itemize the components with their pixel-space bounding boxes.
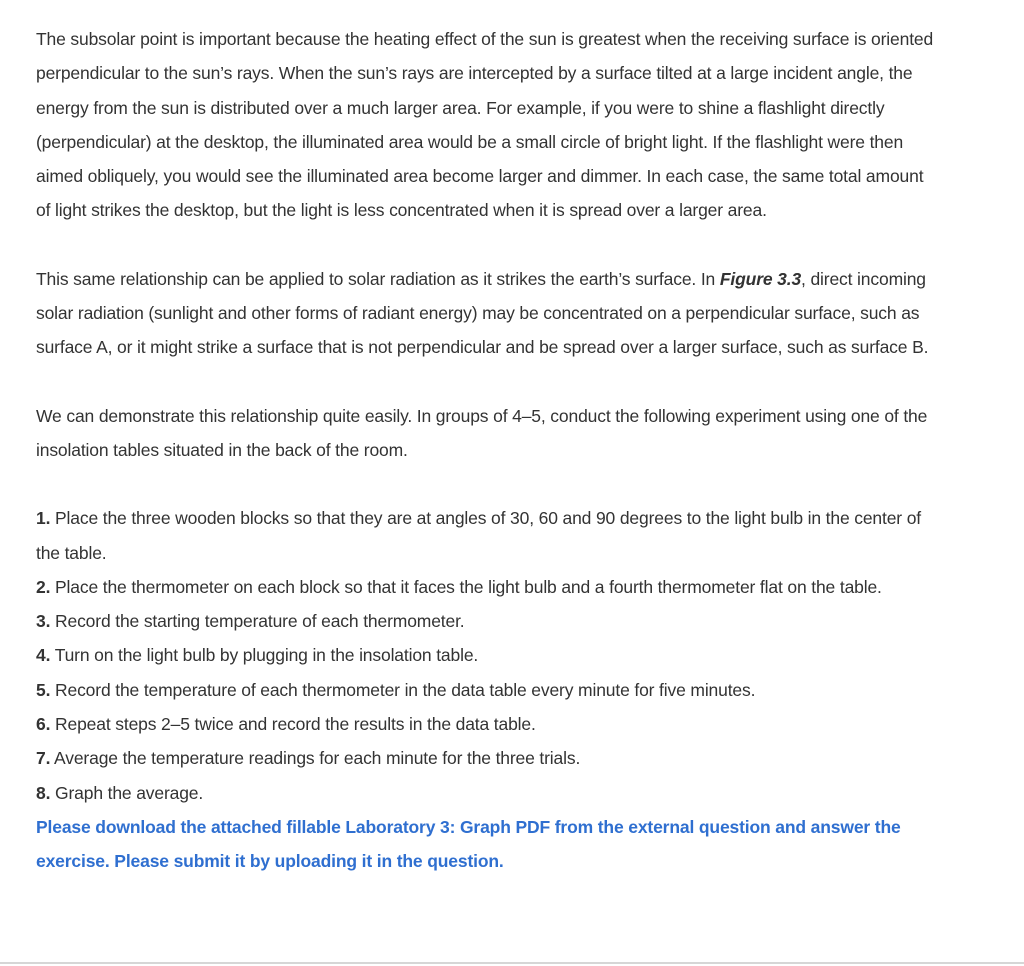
- step-text: Record the starting temperature of each thermometer.: [50, 611, 465, 632]
- paragraph-solar-radiation-text-after: , direct incoming solar radiation (sunlight and other forms of radiant energy) may be concentrated on a perpendicular surface, such as surface A, or it might strike a surface that is not perpendicular and be spread over a larger surface, such as surface B.: [36, 268, 929, 358]
- step-text: Turn on the light bulb by plugging in the insolation table.: [50, 645, 479, 666]
- paragraph-demonstration: We can demonstrate this relationship quite easily. In groups of 4–5, conduct the following experiment using one of the insolation tables situated in the back of the room.: [36, 405, 928, 460]
- figure-reference: Figure 3.3: [719, 268, 802, 289]
- step-item: [36, 741, 936, 775]
- step-text: Place the three wooden blocks so that they are at angles of 30, 60 and 90 degrees to the light bulb in the center of the table.: [36, 508, 921, 563]
- step-number: 3.: [36, 611, 51, 632]
- step-text: Place the thermometer on each block so that it faces the light bulb and a fourth thermometer flat on the table.: [50, 576, 882, 597]
- step-item: [36, 673, 936, 707]
- step-item: [36, 570, 936, 604]
- step-text: Average the temperature readings for each minute for the three trials.: [50, 748, 581, 769]
- step-item: [36, 501, 936, 570]
- step-number: 1.: [36, 508, 51, 529]
- step-number: 6.: [36, 714, 51, 735]
- step-item: [36, 707, 936, 741]
- step-item: [36, 638, 936, 672]
- step-text: Graph the average.: [50, 782, 204, 803]
- experiment-steps-list: [36, 501, 936, 810]
- step-text: Repeat steps 2–5 twice and record the results in the data table.: [50, 714, 536, 735]
- step-number: 7.: [36, 748, 51, 769]
- step-number: 2.: [36, 576, 51, 597]
- paragraph-solar-radiation-text-before: This same relationship can be applied to solar radiation as it strikes the earth’s surface. In: [36, 268, 720, 289]
- step-number: 5.: [36, 679, 51, 700]
- step-item: [36, 604, 936, 638]
- bottom-divider: [0, 962, 1024, 964]
- paragraph-solar-radiation: [36, 262, 936, 365]
- step-number: 8.: [36, 782, 51, 803]
- step-text: Record the temperature of each thermometer in the data table every minute for five minutes.: [50, 679, 756, 700]
- paragraph-subsolar-point: The subsolar point is important because the heating effect of the sun is greatest when the receiving surface is oriented perpendicular to the sun’s rays. When the sun’s rays are intercepted by a surface tilted at a large incident angle, the energy from the sun is distributed over a much larger area. For example, if you were to shine a flashlight directly (perpendicular) at the desktop, the illuminated area would be a small circle of bright light. If the flashlight were then aimed obliquely, you would see the illuminated area become larger and dimmer. In each case, the same total amount of light strikes the desktop, but the light is less concentrated when it is spread over a larger area.: [36, 29, 934, 221]
- download-instruction-notice: Please download the attached fillable Laboratory 3: Graph PDF from the external question and answer the exercise. Please submit it by uploading it in the question.: [36, 816, 901, 872]
- document-body: [36, 22, 936, 879]
- step-number: 4.: [36, 645, 51, 666]
- step-item: [36, 776, 936, 810]
